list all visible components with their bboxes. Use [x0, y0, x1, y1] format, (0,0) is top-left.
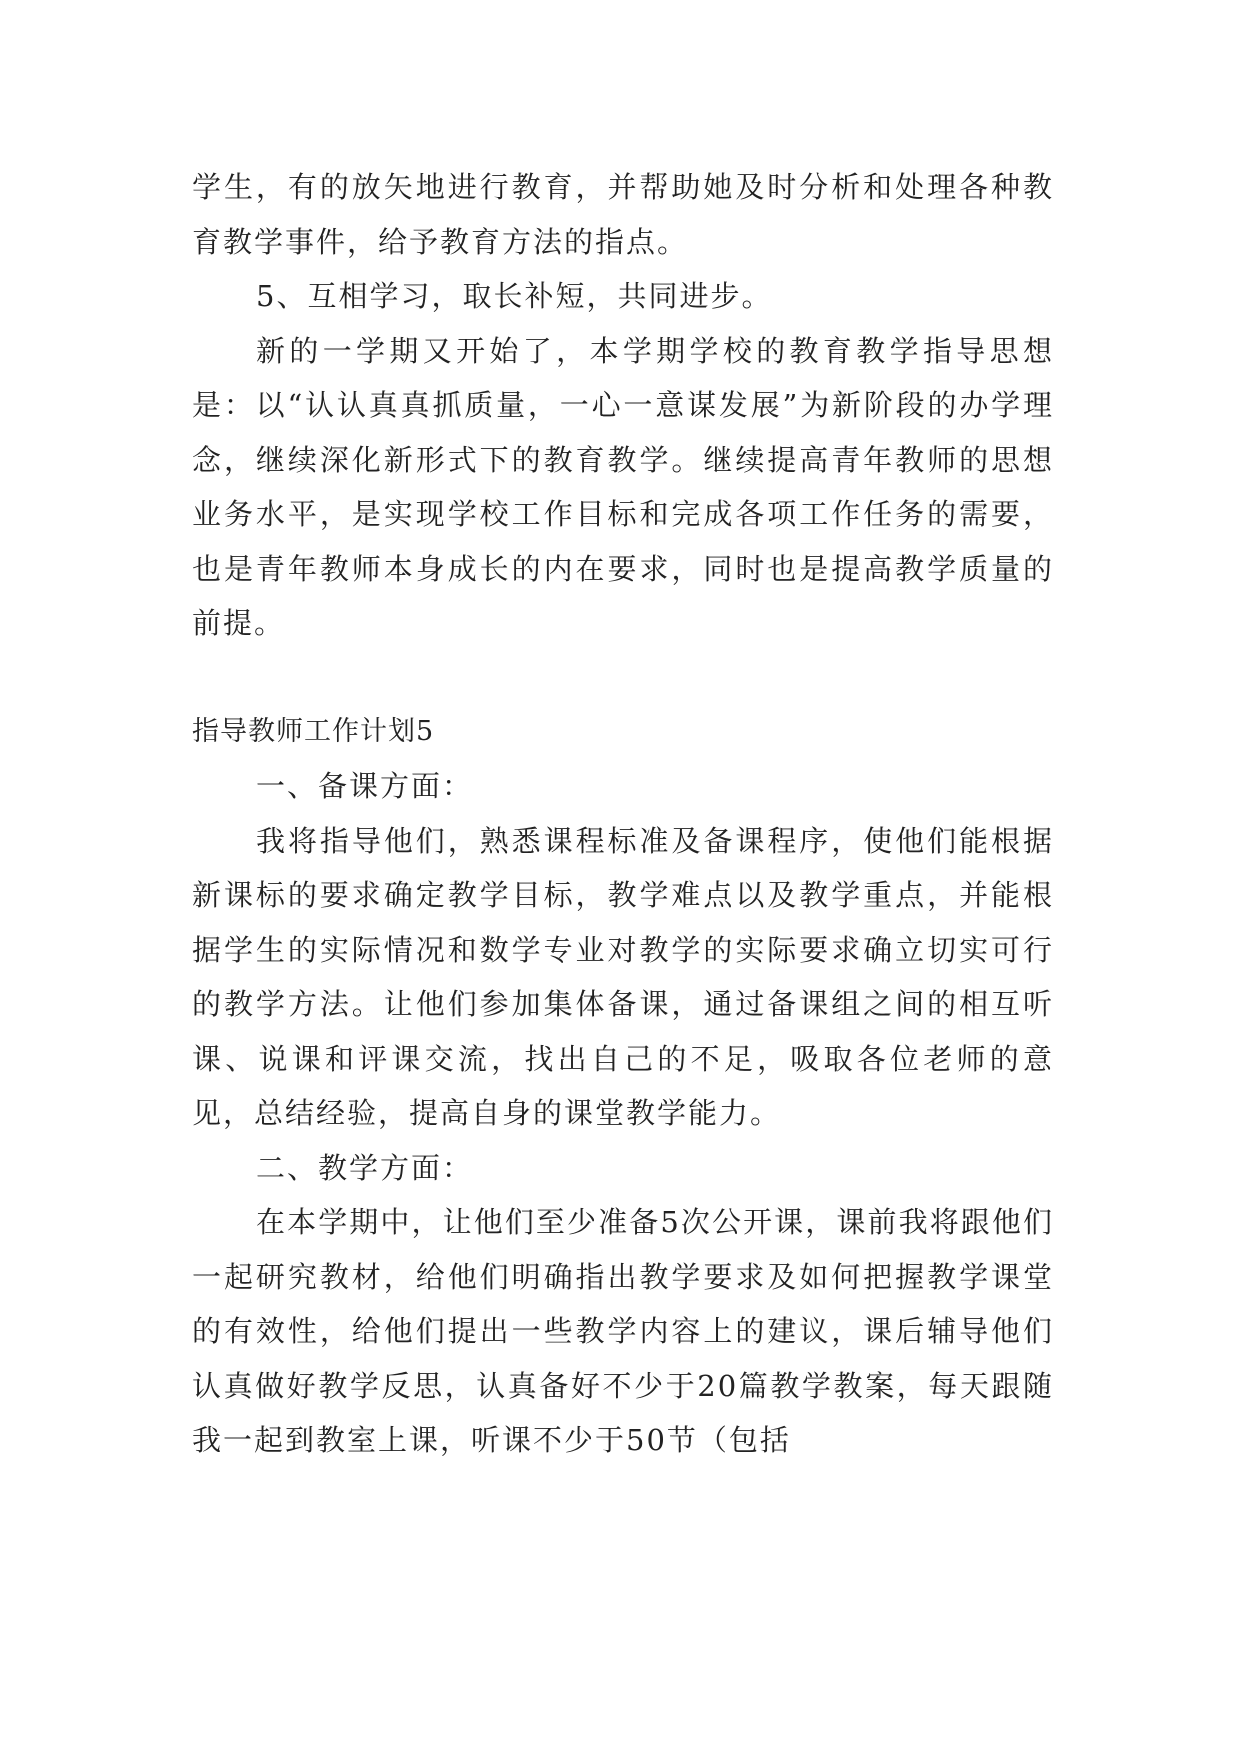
paragraph-continuation: 学生，有的放矢地进行教育，并帮助她及时分析和处理各种教育教学事件，给予教育方法的指点。 [192, 170, 1054, 259]
section-heading: 指导教师工作计划5 [192, 715, 435, 747]
paragraph-teaching: 在本学期中，让他们至少准备5次公开课，课前我将跟他们一起研究教材，给他们明确指出教学要求及如何把握教学课堂的有效性，给他们提出一些教学内容上的建议，课后辅导他们认真做好教学反思，认真备好不少于20篇教学教案，每天跟随我一起到教室上课，听课不少于50节（包括 [192, 1205, 1054, 1457]
paragraph-item-5: 5、互相学习，取长补短，共同进步。 [256, 279, 773, 313]
document-body [192, 160, 1054, 1468]
paragraph-lesson-prep: 我将指导他们，熟悉课程标准及备课程序，使他们能根据新课标的要求确定教学目标，教学难点以及教学重点，并能根据学生的实际情况和数学专业对教学的实际要求确立切实可行的教学方法。让他们参加集体备课，通过备课组之间的相互听课、说课和评课交流，找出自己的不足，吸取各位老师的意见，总结经验，提高自身的课堂教学能力。 [192, 823, 1054, 1130]
subheading-teaching: 二、教学方面： [256, 1150, 474, 1185]
subheading-lesson-prep: 一、备课方面： [256, 769, 474, 803]
paragraph-guiding-idea: 新的一学期又开始了，本学期学校的教育教学指导思想是：以“认认真真抓质量，一心一意谋发展”为新阶段的办学理念，继续深化新形式下的教育教学。继续提高青年教师的思想业务水平，是实现学校工作目标和完成各项工作任务的需要，也是青年教师本身成长的内在要求，同时也是提高教学质量的前提。 [192, 333, 1054, 640]
